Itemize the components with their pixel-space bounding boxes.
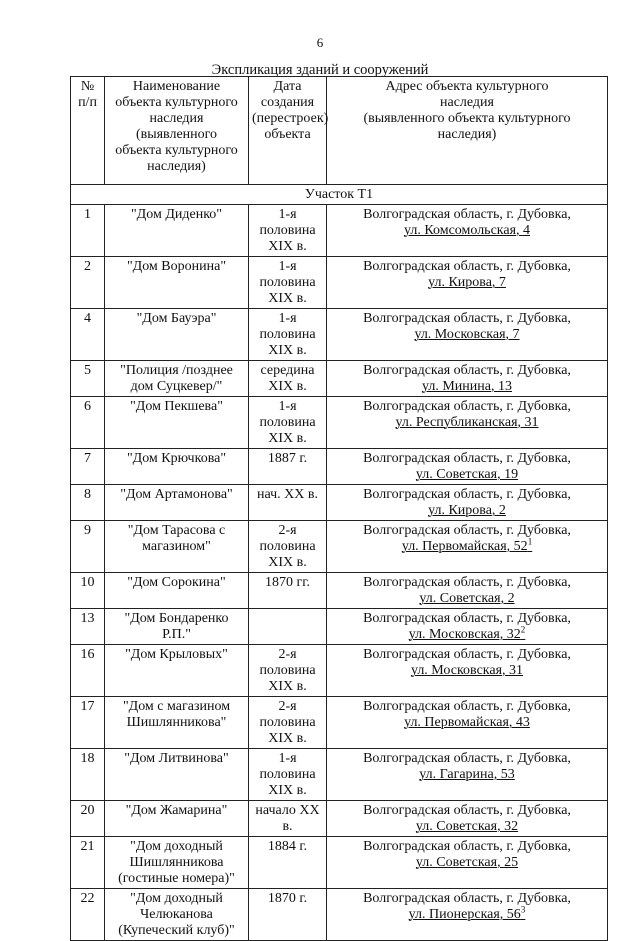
object-name [105,889,249,941]
object-name [105,485,249,521]
address-line-2 [330,715,604,731]
address-line-2 [330,467,604,483]
cell-line: 1884 г. [267,839,308,854]
address-line-2 [330,591,604,607]
address-line-2 [330,536,604,555]
object-address [327,257,608,309]
cell-line: создания [260,95,315,110]
cell-line: 1-я половина [259,207,316,238]
creation-date [249,801,327,837]
address-line-2 [330,327,604,343]
address-line-2 [330,503,604,519]
object-address [327,801,608,837]
address-street: ул. Первомайская, 43 [404,715,530,730]
cell-line: XIX в. [268,379,307,394]
cell-line: наследия) [437,127,497,142]
cell-line: (выявленного объекта культурного [363,111,571,126]
address-line-2 [330,855,604,871]
row-number: 1 [71,205,105,257]
expl-table [70,76,608,941]
object-name [105,397,249,449]
creation-date [249,521,327,573]
creation-date [249,485,327,521]
cell-line: (гостиные номера)" [118,871,235,886]
object-address [327,485,608,521]
address-line-1: Волгоградская область, г. Дубовка, [363,803,571,818]
row-number: 20 [71,801,105,837]
cell-line: XIX в. [268,783,307,798]
table-row [71,697,608,749]
object-name [105,697,249,749]
creation-date [249,361,327,397]
object-address [327,609,608,645]
row-number: 18 [71,749,105,801]
cell-line: XIX в. [268,239,307,254]
cell-line: "Дом доходный [130,891,223,906]
address-line-1: Волгоградская область, г. Дубовка, [363,647,571,662]
row-number: 2 [71,257,105,309]
object-name [105,205,249,257]
address-street: ул. Минина, 13 [421,379,512,394]
address-line-1: Волгоградская область, г. Дубовка, [363,891,571,906]
object-address [327,573,608,609]
address-street: ул. Московская, 32 [408,627,521,642]
cell-line: Дата [273,79,302,94]
cell-line: 2-я половина [259,699,316,730]
row-number: 21 [71,837,105,889]
address-street: ул. Пионерская, 56 [408,907,521,922]
address-street: ул. Республиканская, 31 [395,415,539,430]
cell-line: "Дом Диденко" [130,207,223,222]
table-row [71,521,608,573]
object-address [327,837,608,889]
cell-line: магазином" [142,539,211,554]
address-street: ул. Советская, 25 [415,855,519,870]
cell-line: (выявленного [135,127,218,142]
table-row [71,309,608,361]
creation-date [249,309,327,361]
table-row [71,801,608,837]
cell-line: "Дом Крючкова" [126,451,227,466]
object-address [327,449,608,485]
table-row [71,749,608,801]
cell-line: наследия) [147,159,206,174]
cell-line: 2-я половина [259,647,316,678]
address-line-2 [330,819,604,835]
row-number: 17 [71,697,105,749]
row-number: 4 [71,309,105,361]
address-line-1: Волгоградская область, г. Дубовка, [363,699,571,714]
header-date [249,77,327,185]
cell-line: XIX в. [268,343,307,358]
address-street: ул. Первомайская, 52 [401,539,528,554]
address-line-2 [330,624,604,643]
cell-line: (Купеческий клуб)" [118,923,235,938]
cell-line: объекта [264,127,311,142]
cell-line: "Дом Сорокина" [127,575,226,590]
creation-date [249,749,327,801]
address-street: ул. Гагарина, 53 [419,767,515,782]
creation-date [249,837,327,889]
cell-line: Челюканова [140,907,213,922]
row-number: 7 [71,449,105,485]
header-name [105,77,249,185]
section-title: Участок Т1 [71,185,608,205]
cell-line: "Дом Тарасова с [127,523,226,538]
object-address [327,397,608,449]
table-row [71,889,608,941]
cell-line: XIX в. [268,679,307,694]
address-line-1: Волгоградская область, г. Дубовка, [363,575,571,590]
table-row [71,573,608,609]
cell-line: Шишлянникова" [126,715,227,730]
address-line-2 [330,663,604,679]
header-num [71,77,105,185]
table-row [71,449,608,485]
table-row [71,205,608,257]
cell-line: "Дом Артамонова" [120,487,233,502]
table-row [71,837,608,889]
object-address [327,309,608,361]
section-row [71,185,608,205]
cell-line: наследия [149,111,204,126]
creation-date [249,205,327,257]
cell-line: "Дом Крыловых" [125,647,228,662]
address-line-2 [330,415,604,431]
address-line-2 [330,379,604,395]
cell-line: Адрес объекта культурного [385,79,549,94]
creation-date [249,609,327,645]
object-address [327,521,608,573]
address-street: ул. Советская, 19 [415,467,519,482]
address-line-1: Волгоградская область, г. Дубовка, [363,487,571,502]
address-street: ул. Московская, 7 [414,327,520,342]
row-number: 10 [71,573,105,609]
table-row [71,361,608,397]
table-row [71,397,608,449]
creation-date [249,397,327,449]
row-number: 13 [71,609,105,645]
cell-line: 1-я половина [259,259,316,290]
header-address [327,77,608,185]
cell-line: наследия [440,95,494,110]
address-line-2 [330,904,604,923]
object-name [105,573,249,609]
cell-line: начало XX в. [255,803,320,834]
cell-line: 1887 г. [267,451,308,466]
address-street: ул. Кирова, 2 [428,503,506,518]
cell-line: "Дом с магазином [122,699,231,714]
address-line-1: Волгоградская область, г. Дубовка, [363,259,571,274]
cell-line: нач. XX в. [256,487,319,502]
cell-line: 1-я половина [259,399,316,430]
address-line-1: Волгоградская область, г. Дубовка, [363,363,571,378]
cell-line: 2-я половина [259,523,316,554]
cell-line: дом Суцкевер/" [130,379,223,394]
creation-date [249,257,327,309]
cell-line: "Дом Литвинова" [124,751,229,766]
cell-line: Наименование [132,79,221,94]
address-street: ул. Кирова, 7 [428,275,506,290]
object-name [105,309,249,361]
address-line-1: Волгоградская область, г. Дубовка, [363,751,571,766]
page-number: 6 [316,35,324,50]
object-name [105,361,249,397]
object-name [105,449,249,485]
cell-line: 1-я половина [259,751,316,782]
object-name [105,749,249,801]
object-address [327,205,608,257]
object-name [105,801,249,837]
row-number: 6 [71,397,105,449]
table-row [71,485,608,521]
object-address [327,889,608,941]
cell-line: "Дом Бауэра" [136,311,217,326]
footnote-mark: 2 [520,624,526,635]
address-line-2 [330,275,604,291]
object-address [327,749,608,801]
cell-line: 1870 гг. [265,575,310,590]
table-caption: Экспликация зданий и сооружений [211,62,429,78]
cell-line: "Дом Бондаренко [124,611,229,626]
object-address [327,645,608,697]
address-line-1: Волгоградская область, г. Дубовка, [363,451,571,466]
table-row [71,645,608,697]
object-name [105,521,249,573]
footnote-mark: 1 [527,536,533,547]
address-street: ул. Комсомольская, 4 [403,223,531,238]
cell-line: середина [260,363,315,378]
row-number: 16 [71,645,105,697]
cell-line: Р.П." [162,627,191,642]
address-line-1: Волгоградская область, г. Дубовка, [363,611,571,626]
cell-line: "Дом Пекшева" [130,399,223,414]
address-line-1: Волгоградская область, г. Дубовка, [363,311,571,326]
object-name [105,609,249,645]
address-street: ул. Московская, 31 [410,663,524,678]
cell-line: объекта культурного [115,95,238,110]
object-name [105,837,249,889]
creation-date [249,449,327,485]
address-line-2 [330,223,604,239]
creation-date [249,573,327,609]
creation-date [249,889,327,941]
object-address [327,697,608,749]
address-line-1: Волгоградская область, г. Дубовка, [363,839,571,854]
object-name [105,645,249,697]
row-number: 22 [71,889,105,941]
cell-line: объекта культурного [115,143,238,158]
creation-date [249,697,327,749]
address-line-1: Волгоградская область, г. Дубовка, [363,399,571,414]
cell-line: XIX в. [268,731,307,746]
object-name [105,257,249,309]
cell-line: 1-я половина [259,311,316,342]
table-row [71,609,608,645]
table-row [71,257,608,309]
cell-line: XIX в. [268,555,307,570]
cell-line: XIX в. [268,431,307,446]
row-number: 9 [71,521,105,573]
address-line-1: Волгоградская область, г. Дубовка, [363,523,571,538]
address-street: ул. Советская, 32 [415,819,519,834]
cell-line: "Дом Воронина" [126,259,227,274]
creation-date [249,645,327,697]
address-line-2 [330,767,604,783]
cell-line: "Дом Жамарина" [125,803,228,818]
address-street: ул. Советская, 2 [419,591,515,606]
cell-line: "Дом доходный [130,839,223,854]
cell-line: № [80,79,95,94]
object-address [327,361,608,397]
row-number: 8 [71,485,105,521]
cell-line: п/п [78,95,97,110]
cell-line: 1870 г. [267,891,308,906]
cell-line: Шишлянникова [129,855,224,870]
row-number: 5 [71,361,105,397]
address-line-1: Волгоградская область, г. Дубовка, [363,207,571,222]
footnote-mark: 3 [520,904,526,915]
cell-line: "Полиция /позднее [120,363,233,378]
cell-line: XIX в. [268,291,307,306]
header-row [71,77,608,185]
cell-line: (перестроек) [252,111,329,126]
